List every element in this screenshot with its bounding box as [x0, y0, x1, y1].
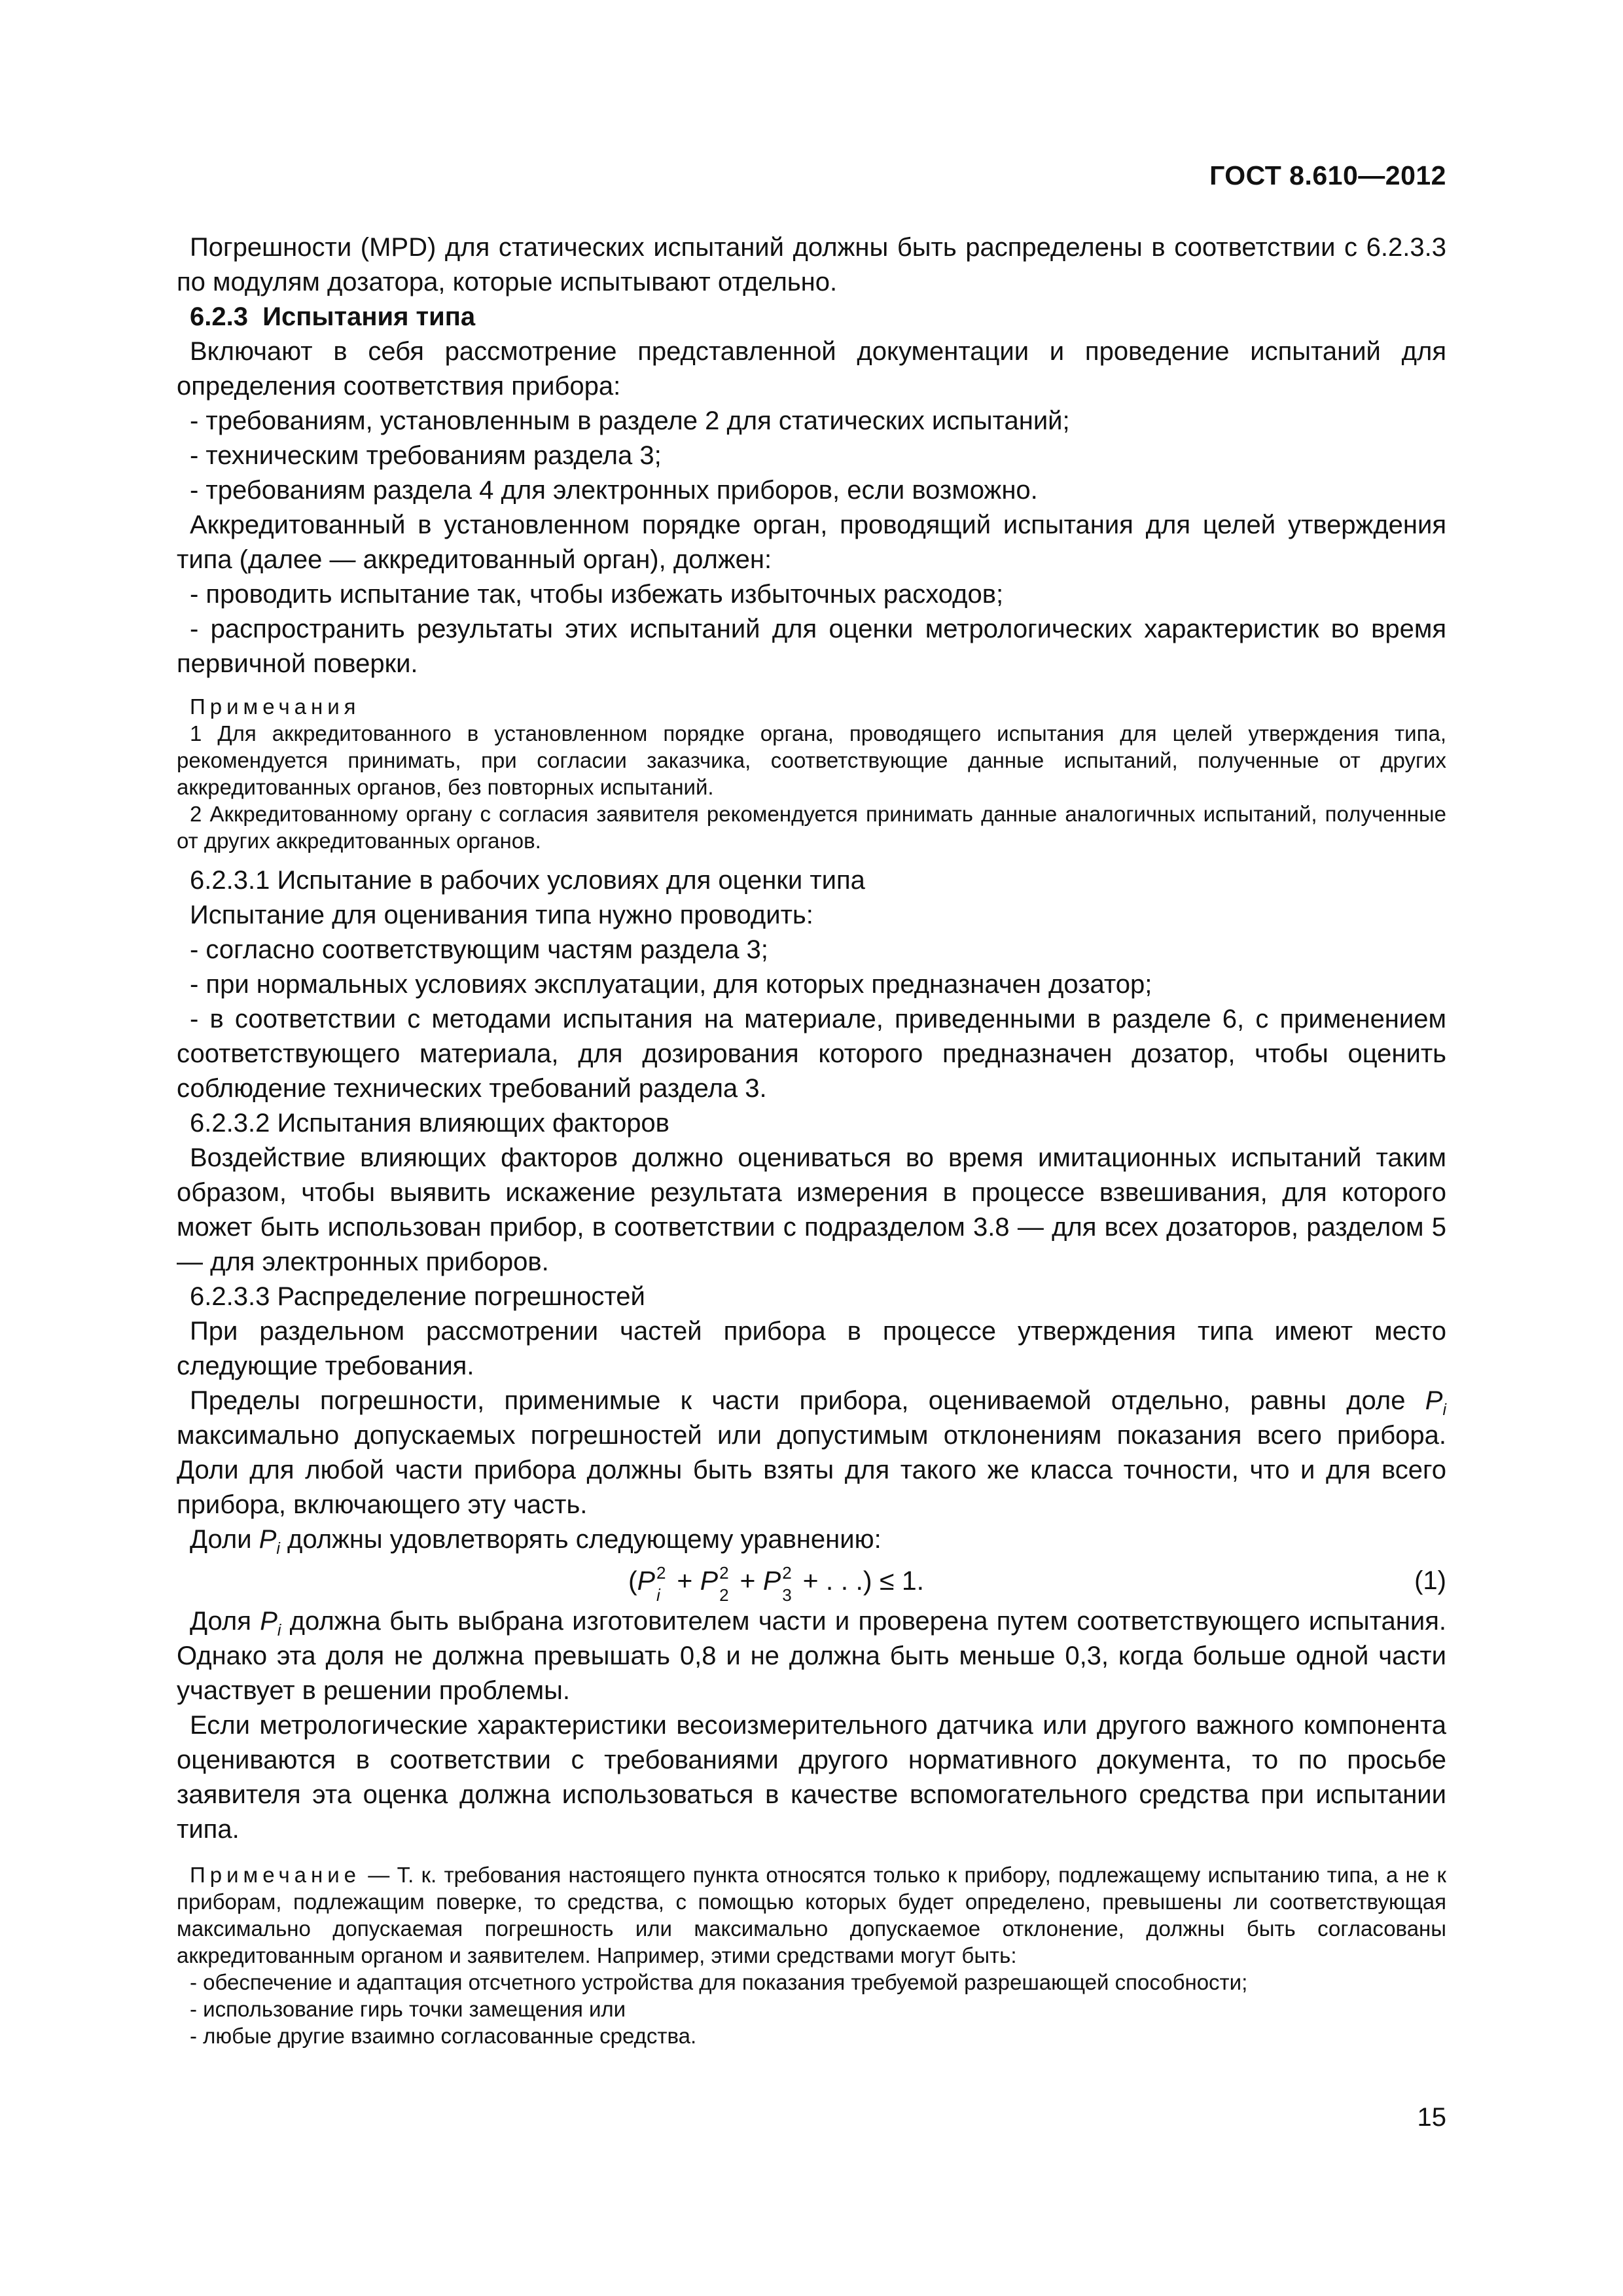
- note-paragraph: Примечание — Т. к. требования настоящего пункта относятся только к прибору, подлежащему испытанию типа, а не к приборам, подлежащим поверке, то средства, с помощью которых будет определено, превышены ли соответствующая максимально допускаемая погрешность или максимально допускаемое отклонение, должны быть согласованы аккредитованным органом и заявителем. Например, этими средствами могут быть:: [177, 1863, 1446, 1967]
- page-content: [177, 230, 1446, 2049]
- means-list: [177, 1969, 1446, 2049]
- paragraph-error-limits: Пределы погрешности, применимые к части прибора, оцениваемой отдельно, равны доле $P_i$ максимально допускаемых погрешностей или допустимым отклонениям показания всего прибора. Доли для любой части прибора должны быть взяты для такого же класса точности, что и для всего прибора, включающего эту часть.: [177, 1386, 1446, 1519]
- list-item: - обеспечение и адаптация отсчетного устройства для показания требуемой разрешающей способности;: [190, 1970, 1248, 1994]
- variable-p: P: [260, 1607, 277, 1636]
- note-item: 1 Для аккредитованного в установленном порядке органа, проводящего испытания для целей утверждения типа, рекомендуется принимать, при согласии заказчика, соответствующие данные испытаний, полученные от других аккредитованных органов, без повторных испытаний.: [177, 721, 1446, 799]
- list-item: - распространить результаты этих испытаний для оценки метрологических характеристик во время первичной поверки.: [177, 615, 1446, 678]
- subsection-heading-6-2-3-2: 6.2.3.2 Испытания влияющих факторов: [190, 1109, 669, 1138]
- paragraph-fractions: Доли $P_i$ должны удовлетворять следующему уравнению:: [190, 1525, 882, 1558]
- duties-list: [177, 577, 1446, 681]
- list-item: - в соответствии с методами испытания на материале, приведенными в разделе 6, с применением соответствующего материала, для дозирования которого предназначен дозатор, чтобы оценить соблюдение технических требований раздела 3.: [177, 1005, 1446, 1103]
- paragraph-includes: Включают в себя рассмотрение представленной документации и проведение испытаний для определения соответствия прибора:: [177, 337, 1446, 401]
- list-item: - требованиям раздела 4 для электронных приборов, если возможно.: [190, 476, 1038, 505]
- section-heading-6-2-3: [177, 300, 1446, 334]
- note-heading: Примечание: [190, 1863, 361, 1887]
- paragraph-load-cell: Если метрологические характеристики весоизмерительного датчика или другого важного компонента оцениваются в соответствии с требованиями другого нормативного документа, то по просьбе заявителя эта оценка должна использоваться в качестве вспомогательного средства при испытании типа.: [177, 1711, 1446, 1844]
- list-item: - проводить испытание так, чтобы избежать избыточных расходов;: [190, 580, 1004, 609]
- list-item: - требованиям, установленным в разделе 2 для статических испытаний;: [190, 406, 1070, 435]
- note-item: 2 Аккредитованному органу с согласия заявителя рекомендуется принимать данные аналогичных испытаний, полученные от других аккредитованных органов.: [177, 802, 1446, 853]
- list-item: - при нормальных условиях эксплуатации, для которых предназначен дозатор;: [190, 970, 1152, 999]
- list-item: - любые другие взаимно согласованные средства.: [190, 2024, 697, 2048]
- subsection-heading-6-2-3-1: 6.2.3.1 Испытание в рабочих условиях для оценки типа: [190, 866, 865, 895]
- paragraph-mpd: Погрешности (MPD) для статических испытаний должны быть распределены в соответствии с 6.2.3.3 по модулям дозатора, которые испытывают отдельно.: [177, 233, 1446, 296]
- conditions-list: [177, 933, 1446, 1106]
- list-item: - техническим требованиям раздела 3;: [190, 441, 662, 470]
- equation: (P 2 i + P 2 2 + P 2 3 + . . .) ≤ 1.: [628, 1563, 925, 1605]
- note-block: [177, 1861, 1446, 2049]
- equation-row: [177, 1561, 1446, 1605]
- document-number: ГОСТ 8.610—2012: [1209, 160, 1446, 190]
- variable-p: P: [259, 1525, 277, 1554]
- requirements-list: [177, 404, 1446, 508]
- variable-p: P: [1425, 1386, 1443, 1415]
- paragraph-type-test: Испытание для оценивания типа нужно проводить:: [190, 901, 813, 929]
- list-item: - согласно соответствующим частям раздела 3;: [190, 935, 768, 964]
- equation-number: (1): [1414, 1566, 1446, 1595]
- paragraph-influence-factors: Воздействие влияющих факторов должно оцениваться во время имитационных испытаний таким образом, чтобы выявить искажение результата измерения в процессе взвешивания, для которого может быть использован прибор, в соответствии с подразделом 3.8 — для всех дозаторов, разделом 5 — для электронных приборов.: [177, 1143, 1446, 1276]
- notes-heading: Примечания: [190, 694, 361, 719]
- paragraph-separate-parts: При раздельном рассмотрении частей прибора в процессе утверждения типа имеют место следующие требования.: [177, 1317, 1446, 1380]
- section-number: 6.2.3: [190, 302, 248, 331]
- paragraph-accredited-body: Аккредитованный в установленном порядке орган, проводящий испытания для целей утверждения типа (далее — аккредитованный орган), должен:: [177, 511, 1446, 574]
- list-item: - использование гирь точки замещения или: [190, 1997, 626, 2021]
- paragraph-fraction-choice: Доля $P_i$ должна быть выбрана изготовителем части и проверена путем соответствующего испытания. Однако эта доля не должна превышать 0,8 и не должна быть меньше 0,3, когда больше одной части участвует в решении проблемы.: [177, 1607, 1446, 1705]
- page-number: 15: [1417, 2103, 1446, 2132]
- subsection-heading-6-2-3-3: 6.2.3.3 Распределение погрешностей: [190, 1282, 645, 1311]
- section-title: Испытания типа: [262, 302, 476, 331]
- notes-block: [177, 693, 1446, 854]
